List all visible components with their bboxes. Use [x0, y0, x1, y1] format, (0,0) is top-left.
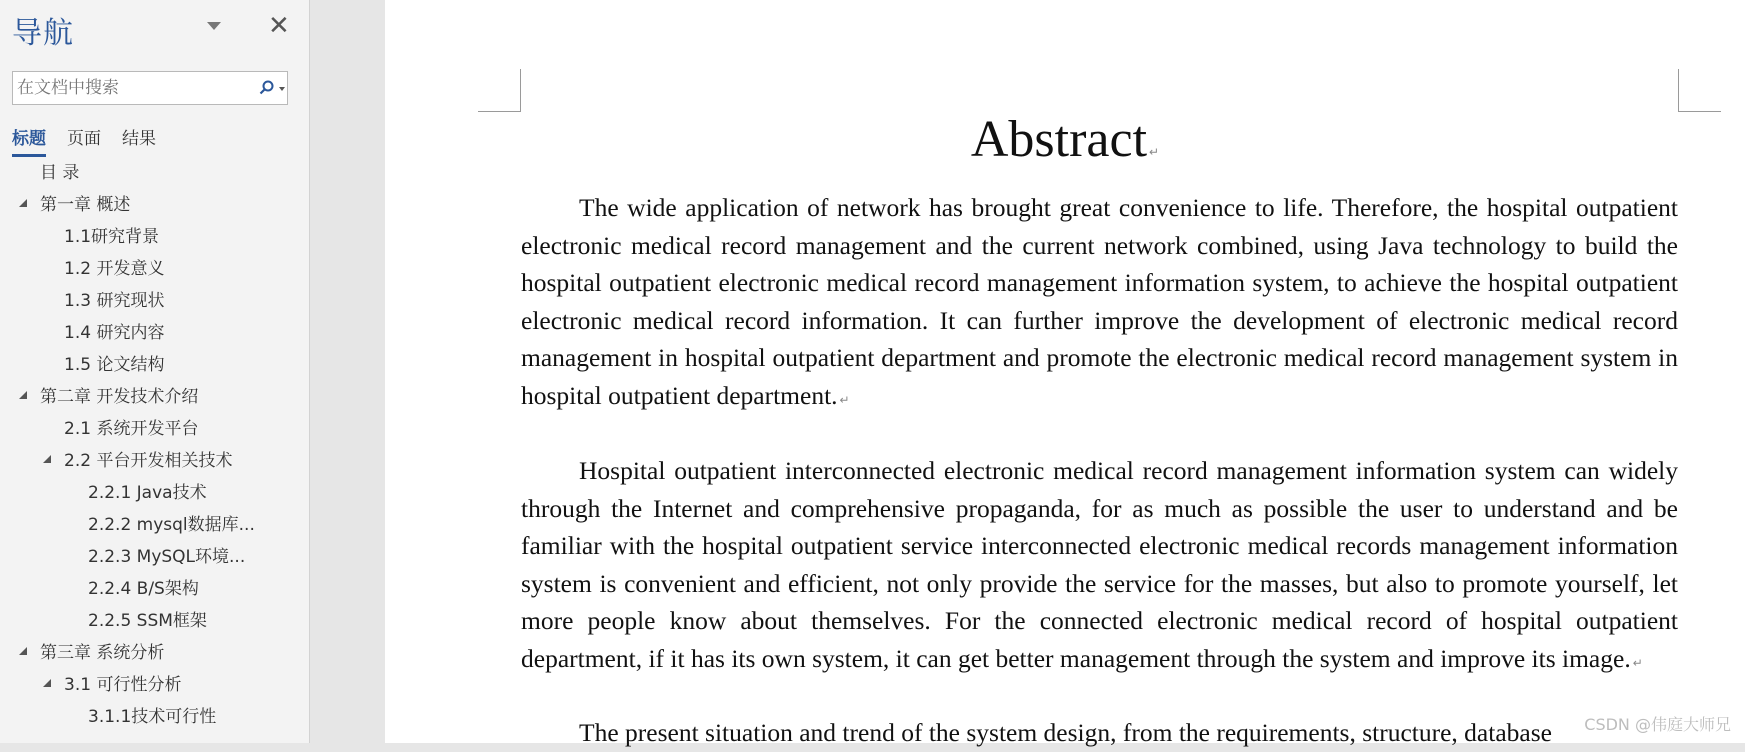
crop-mark-top-left — [478, 69, 521, 112]
nav-options-dropdown-icon[interactable] — [207, 22, 221, 30]
outline-item[interactable]: 2.2 平台开发相关技术 — [64, 451, 233, 471]
search-icon[interactable] — [259, 80, 275, 96]
outline-item[interactable]: 第三章 系统分析 — [40, 643, 165, 663]
collapse-triangle-icon[interactable] — [18, 646, 28, 656]
outline-item[interactable]: 1.5 论文结构 — [64, 355, 165, 375]
paragraph-text: Hospital outpatient interconnected electronic medical record management information system can widely through the Internet and comprehensive propaganda, for as much as possible the user to understand and be familiar with the hospital outpatient service interconnected electronic medical records management information system is convenient and efficient, not only provide the service for the masses, but also to promote yourself, let more people know about themselves. For the connected electronic medical record of hospital outpatient department, if it has its own system, it can get better management through the system and improve its image. — [521, 456, 1678, 673]
collapse-triangle-icon[interactable] — [18, 198, 28, 208]
outline-item[interactable]: 1.2 开发意义 — [64, 259, 165, 279]
navigation-pane — [0, 0, 310, 743]
collapse-triangle-icon[interactable] — [18, 390, 28, 400]
outline-item[interactable]: 2.2.3 MySQL环境... — [88, 547, 246, 567]
collapse-triangle-icon[interactable] — [42, 454, 52, 464]
abstract-paragraph — [521, 714, 1678, 752]
paragraph-text: The present situation and trend of the system design, from the requirements, structure, database — [579, 718, 1552, 747]
outline-item[interactable]: 1.3 研究现状 — [64, 291, 165, 311]
document-page[interactable] — [385, 0, 1745, 747]
search-input[interactable] — [15, 72, 251, 104]
tab-headings[interactable]: 标题 — [12, 124, 46, 157]
abstract-paragraph — [521, 189, 1678, 419]
outline-item[interactable]: 第一章 概述 — [40, 195, 131, 215]
abstract-paragraph — [521, 452, 1678, 682]
tab-results[interactable]: 结果 — [122, 129, 156, 149]
outline-item[interactable]: 2.2.5 SSM框架 — [88, 611, 207, 631]
search-box — [12, 71, 288, 105]
crop-mark-top-right — [1678, 69, 1721, 112]
abstract-heading-text: Abstract — [970, 111, 1148, 168]
paragraph-mark-icon: ↵ — [839, 392, 850, 407]
paragraph-text: The wide application of network has brought great convenience to life. Therefore, the hospital outpatient electronic medical record management and the current network combined, using Java technology to build the hospital outpatient electronic medical record management information system, to achieve the hospital outpatient electronic medical record information. It can further improve the development of electronic medical record management in hospital outpatient department and promote the electronic medical record management system in hospital outpatient department. — [521, 193, 1678, 410]
watermark: CSDN @伟庭大师兄 — [1584, 715, 1731, 734]
outline-item[interactable]: 2.1 系统开发平台 — [64, 419, 199, 439]
outline-item[interactable]: 3.1.1技术可行性 — [88, 707, 217, 727]
outline-item[interactable]: 1.1研究背景 — [64, 227, 160, 247]
nav-title: 导航 — [12, 16, 74, 51]
outline-item[interactable]: 2.2.2 mysql数据库... — [88, 515, 255, 535]
tab-pages[interactable]: 页面 — [67, 129, 101, 149]
outline-item[interactable]: 2.2.1 Java技术 — [88, 483, 207, 503]
search-options-dropdown-icon[interactable] — [279, 87, 285, 91]
abstract-heading — [385, 110, 1745, 169]
outline-item[interactable]: 目 录 — [40, 163, 80, 183]
close-icon[interactable]: ✕ — [268, 11, 290, 41]
outline-item[interactable]: 3.1 可行性分析 — [64, 675, 182, 695]
paragraph-mark-icon: ↵ — [1632, 655, 1643, 670]
outline-item[interactable]: 1.4 研究内容 — [64, 323, 165, 343]
paragraph-mark-icon: ↵ — [1149, 145, 1160, 159]
outline-item[interactable]: 2.2.4 B/S架构 — [88, 579, 199, 599]
outline-item[interactable]: 第二章 开发技术介绍 — [40, 387, 199, 407]
collapse-triangle-icon[interactable] — [42, 678, 52, 688]
